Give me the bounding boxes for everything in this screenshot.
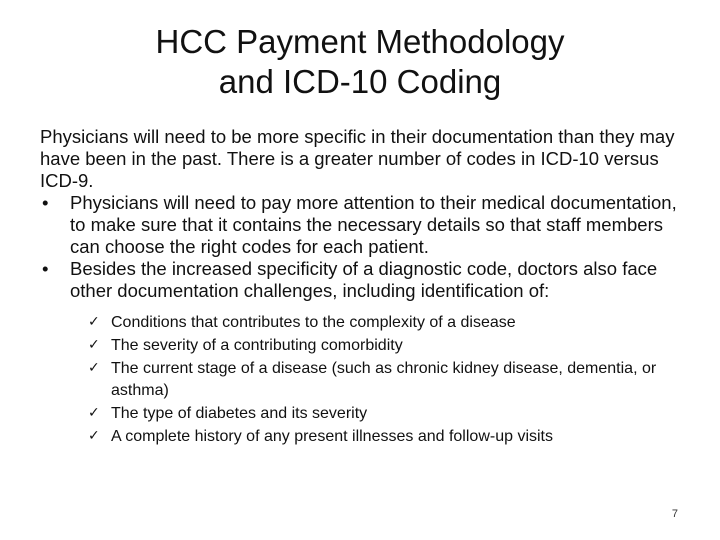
checkmark-icon: ✓	[88, 404, 100, 421]
check-item	[88, 335, 668, 357]
check-text: A complete history of any present illnesses and follow-up visits	[111, 427, 553, 445]
checkmark-list	[88, 312, 668, 449]
bullet-text: Besides the increased specificity of a diagnostic code, doctors also face other documentation challenges, including identification of:	[70, 258, 658, 301]
check-item	[88, 358, 668, 401]
checkmark-icon: ✓	[88, 314, 100, 330]
bullet-text: Physicians will need to pay more attention to their medical documentation, to make sure that it contains the necessary details so that staff members can choose the right codes for each patient.	[70, 192, 677, 257]
title-line-1: HCC Payment Methodology	[155, 23, 565, 60]
check-text: The type of diabetes and its severity	[111, 404, 368, 422]
bullet-item	[40, 258, 685, 302]
check-item	[88, 426, 668, 448]
bullet-icon: •	[42, 258, 49, 279]
bullet-icon: •	[42, 192, 49, 213]
check-text: The severity of a contributing comorbidity	[111, 337, 403, 354]
check-item	[88, 403, 668, 425]
check-text: The current stage of a disease (such as chronic kidney disease, dementia, or asthma)	[111, 360, 657, 399]
check-text: Conditions that contributes to the complexity of a disease	[111, 314, 516, 331]
check-item	[88, 312, 668, 334]
checkmark-icon: ✓	[88, 427, 100, 444]
slide-title	[60, 22, 660, 102]
checkmark-icon: ✓	[88, 337, 100, 353]
bullet-item	[40, 192, 685, 258]
page-number: 7	[671, 508, 678, 520]
bullet-list	[40, 192, 685, 302]
intro-paragraph: Physicians will need to be more specific in their documentation than they may have been in the past. There is a greater number of codes in ICD-10 versus ICD-9.	[40, 126, 675, 191]
title-line-2: and ICD-10 Coding	[218, 63, 502, 100]
slide-body	[40, 126, 685, 302]
checkmark-icon: ✓	[88, 360, 100, 376]
